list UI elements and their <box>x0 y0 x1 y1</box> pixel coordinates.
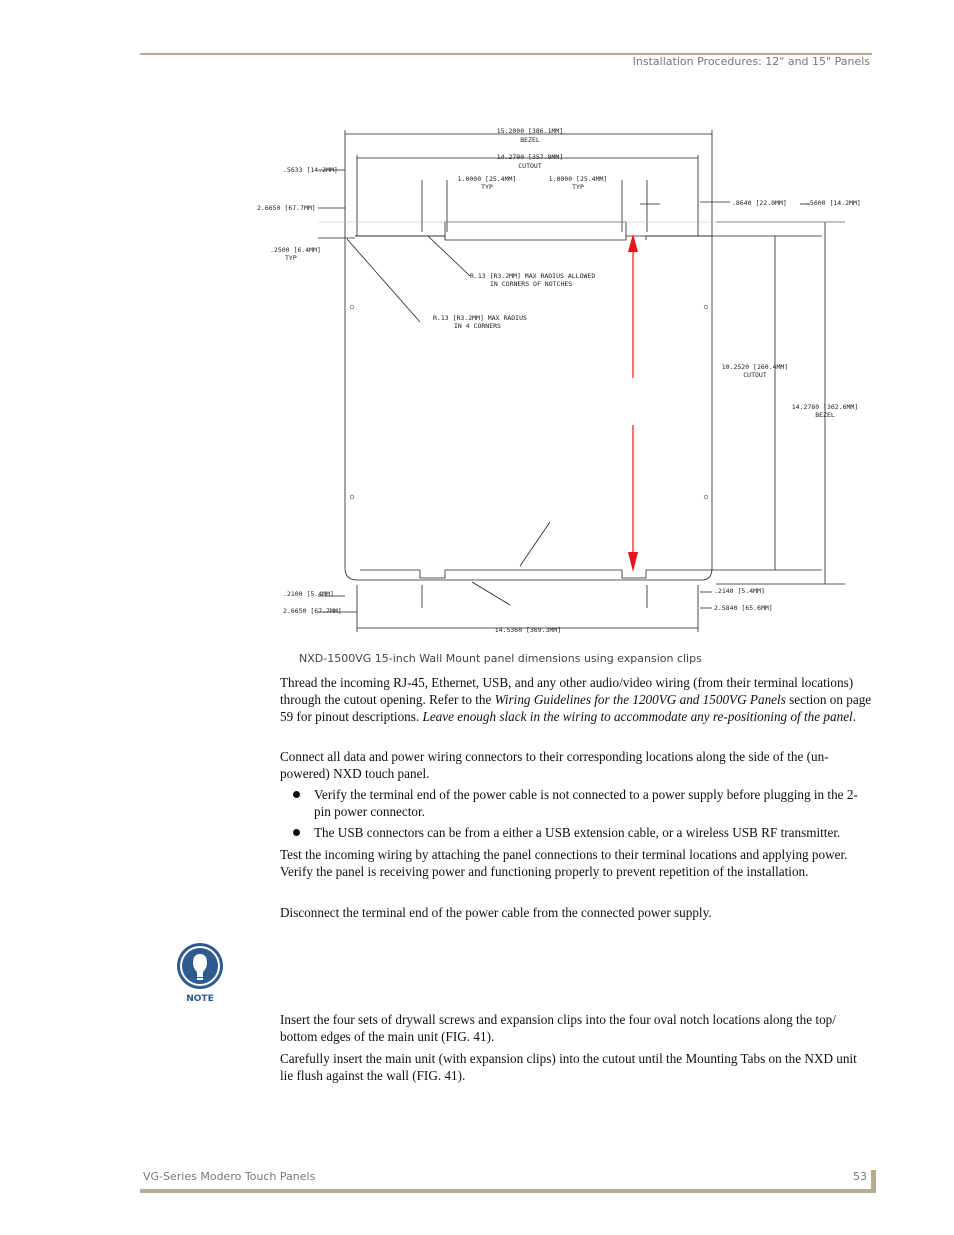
dim-radius-note-2: IN CORNERS OF NOTCHES <box>490 280 573 288</box>
dim-bottom-left-1: .2100 [5.4MM] <box>283 590 334 598</box>
paragraph-disconnect: Disconnect the terminal end of the power cable from the connected power supply. <box>280 905 712 920</box>
paragraph-insert-screws: Insert the four sets of drywall screws and expansion clips into the four oval notch locations along the top/ bottom edges of the main unit (FIG. 41). <box>280 1012 836 1044</box>
wiring-guidelines-ref: Wiring Guidelines for the 1200VG and 1500VG Panels <box>494 692 786 707</box>
footer-rule <box>140 1189 876 1193</box>
dim-right-top: .8640 [22.0MM] <box>732 199 787 207</box>
bullet-list <box>280 786 872 845</box>
header-title: Installation Procedures: 12" and 15" Panels <box>632 55 870 68</box>
dim-notch-b: 1.0000 [25.4MM] <box>548 175 608 183</box>
page-number: 53 <box>853 1170 867 1183</box>
dim-radius-note-1: R.13 [R3.2MM] MAX RADIUS ALLOWED <box>470 272 596 280</box>
dim-notch-a: 1.0000 [25.4MM] <box>457 175 517 183</box>
dimension-drawing <box>250 118 870 640</box>
dim-cutout-height-tag: CUTOUT <box>743 371 767 379</box>
red-arrow-up <box>628 234 638 378</box>
list-item: The USB connectors can be from a either a USB extension cable, or a wireless USB RF transmitter. <box>280 824 872 841</box>
dim-bottom-right-1: .2140 [5.4MM] <box>714 587 765 595</box>
dim-notch-a-typ: TYP <box>481 183 493 191</box>
dim-left-side: 2.6650 [67.7MM] <box>257 204 316 212</box>
footer-title: VG-Series Modero Touch Panels <box>143 1170 316 1183</box>
dim-bottom-right-2: 2.5840 [65.6MM] <box>714 604 773 612</box>
note-lightbulb-icon <box>175 941 225 1007</box>
dim-right-top2: .5600 [14.2MM] <box>806 199 861 207</box>
dim-corner-note-2: IN 4 CORNERS <box>454 322 501 330</box>
paragraph-insert-unit: Carefully insert the main unit (with expansion clips) into the cutout until the Mounting Tabs on the NXD unit lie flush against the wall (FIG. 41). <box>280 1051 857 1083</box>
paragraph-test-wiring: Test the incoming wiring by attaching the panel connections to their terminal locations and applying power. Verify the panel is receiving power and functioning properly to prevent repetition of the installation. <box>280 847 848 879</box>
figure-caption: NXD-1500VG 15-inch Wall Mount panel dimensions using expansion clips <box>299 652 702 665</box>
dim-bezel-tag: BEZEL <box>520 136 540 144</box>
dim-bottom-left-2: 2.6650 [67.7MM] <box>283 607 342 615</box>
paragraph-connect-wiring: Connect all data and power wiring connectors to their corresponding locations along the side of the (un-powered) NXD touch panel. <box>280 749 829 781</box>
list-item: Verify the terminal end of the power cable is not connected to a power supply before plugging in the 2-pin power connector. <box>280 786 872 820</box>
dim-cutout-width: 14.2790 [357.8MM] <box>496 153 564 161</box>
dim-left-notch-typ: TYP <box>285 254 297 262</box>
dim-bezel-width: 15.2000 [386.1MM] <box>496 127 564 135</box>
svg-text:NOTE: NOTE <box>186 994 214 1004</box>
paragraph-thread-wiring: Thread the incoming RJ-45, Ethernet, USB, and any other audio/video wiring (from their terminal locations) through the cutout opening. Refer to the Wiring Guidelines for the 1200VG and 1500VG Panels section on page 59 for pinout descriptions. Leave enough slack in the wiring to accommodate any re-positioning of the panel. <box>280 675 872 724</box>
dim-cutout-tag: CUTOUT <box>518 162 542 170</box>
footer-bar <box>871 1170 876 1193</box>
dim-bezel-height-tag: BEZEL <box>815 411 835 419</box>
bullet-icon <box>293 791 300 798</box>
dim-bezel-height: 14.2780 [362.6MM] <box>791 403 859 411</box>
dim-cutout-height: 10.2520 [260.4MM] <box>721 363 789 371</box>
dim-left-top: .5633 [14.2MM] <box>283 166 338 174</box>
dim-notch-b-typ: TYP <box>572 183 584 191</box>
dim-left-notch: .2500 [6.4MM] <box>270 246 321 254</box>
dim-corner-note-1: R.13 [R3.2MM] MAX RADIUS <box>433 314 527 322</box>
red-arrow-down <box>628 425 638 572</box>
dim-bottom-width: 14.5360 [369.3MM] <box>494 626 562 634</box>
bullet-icon <box>293 829 300 836</box>
